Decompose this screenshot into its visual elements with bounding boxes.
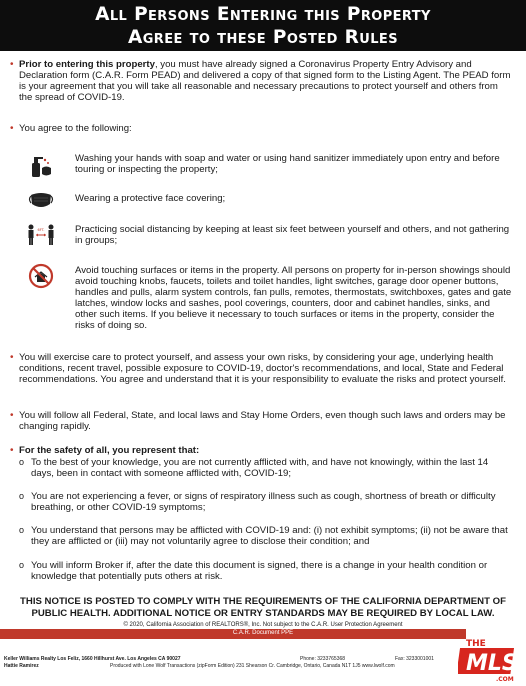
sub-bullet: o (19, 560, 25, 570)
header-line-1: All Persons Entering this Property (95, 4, 431, 25)
copyright-line: © 2020, California Association of REALTORS®, Inc. Not subject to the C.A.R. User Protection Agreement (123, 622, 403, 628)
footer-software: Produced with Lone Wolf Transactions (zipForm Edition) 231 Shearson Cr. Cambridge, Ontario, Canada N1T 1J5 www.lwolf.com (110, 663, 395, 669)
agent-name: Hattie Ramirez (4, 663, 39, 669)
footer-phone: Phone: 3233765368 (300, 656, 346, 662)
bullet-dot: • (10, 410, 14, 421)
intro-text: , you must have already signed a Coronavirus Property Entry Advisory and Declaration form (C.A.R. Form PEAD) and delivered a copy of that signed form to the Listing Agent. The PEAD form is your agreement that you will take all reasonable and necessary precautions to protect yourself and others from the spread of COVID-19. (19, 59, 511, 103)
intro-paragraph (19, 59, 513, 103)
agree-intro: You agree to the following: (19, 123, 132, 134)
distance-label: 6FT. (37, 228, 45, 232)
bullet-dot: • (10, 352, 14, 363)
footer-broker (4, 656, 181, 662)
footer-fax: Fax: 3233001001 (395, 656, 434, 662)
header-line-2: Agree to these Posted Rules (128, 27, 398, 48)
hand-sanitizer-icon (28, 154, 54, 180)
legal-notice: THIS NOTICE IS POSTED TO COMPLY WITH THE REQUIREMENTS OF THE CALIFORNIA DEPARTMENT OF PUBLIC HEALTH. ADDITIONAL NOTICE OR ENTRY STANDARDS MAY BE REQUIRED BY LOCAL LAW. (20, 596, 506, 619)
sub-bullet: o (19, 525, 25, 535)
footer-agent (4, 663, 39, 669)
broker-address: Keller Williams Realty Los Feliz, 1660 Hillhurst Ave. Los Angeles CA 90027 (4, 656, 181, 662)
bullet-dot: • (10, 59, 14, 70)
document-id: C.A.R. Document PPE (232, 630, 294, 636)
rule-avoid-touching: Avoid touching surfaces or items in the property. All persons on property for in-person showings should avoid touching knobs, faucets, toilets and toilet handles, light switches, garage door opener buttons, handles and pulls, alarm system controls, fan pulls, remotes, thermostats, switchboxes, gates and gate latches, window locks and sashes, pool coverings, counters, door and cabinet handles, sinks, and other such items. If you believe it necessary to touch surfaces or items in the property, consider the risks of doing so. (75, 265, 512, 331)
bullet-follow-laws: You will follow all Federal, State, and local laws and Stay Home Orders, even though such laws and orders may be changing rapidly. (19, 410, 506, 432)
logo-mls: MLS (466, 651, 518, 676)
sub-bullet: o (19, 491, 25, 501)
intro-bold: Prior to entering this property (19, 59, 155, 70)
social-distancing-icon (26, 221, 56, 247)
bullet-exercise-care: You will exercise care to protect yourself, and assess your own risks, by considering your age, underlying health conditions, recent travel, possible exposure to COVID-19, doctor's recommendations, and local, State and Federal recommendations. You agree and understand that it is your responsibility to evaluate the risks and protect yourself. (19, 352, 506, 385)
represent-item-3: You understand that persons may be afflicted with COVID-19 and: (i) not exhibit symptoms; (ii) not be aware that they are afflicted or (iii) may not voluntarily agree to disclose their condition; and (31, 525, 508, 547)
the-mls-logo (458, 634, 524, 684)
rule-social-distancing: Practicing social distancing by keeping at least six feet between yourself and others, and not gathering in groups; (75, 224, 510, 246)
header-banner (0, 0, 526, 51)
bullet-dot: • (10, 445, 14, 456)
no-touch-icon (28, 263, 54, 289)
logo-the: THE (466, 639, 486, 649)
sub-bullet: o (19, 457, 25, 467)
rule-face-covering: Wearing a protective face covering; (75, 193, 226, 204)
rule-hand-washing: Washing your hands with soap and water or using hand sanitizer immediately upon entry and before touring or inspecting the property; (75, 153, 500, 175)
represent-item-4: You will inform Broker if, after the date this document is signed, there is a change in your health condition or knowledge that potentially puts others at risk. (31, 560, 488, 582)
represent-heading: For the safety of all, you represent that: (19, 445, 200, 456)
face-mask-icon (28, 186, 54, 212)
represent-item-1: To the best of your knowledge, you are not currently afflicted with, and have not knowingly, within the last 14 days, been in contact with someone afflicted with, COVID-19; (31, 457, 489, 479)
represent-item-2: You are not experiencing a fever, or signs of respiratory illness such as cough, shortness of breath or difficulty breathing, or other COVID-19 symptoms; (31, 491, 496, 513)
bullet-dot: • (10, 123, 14, 134)
logo-com: .COM (496, 676, 514, 683)
